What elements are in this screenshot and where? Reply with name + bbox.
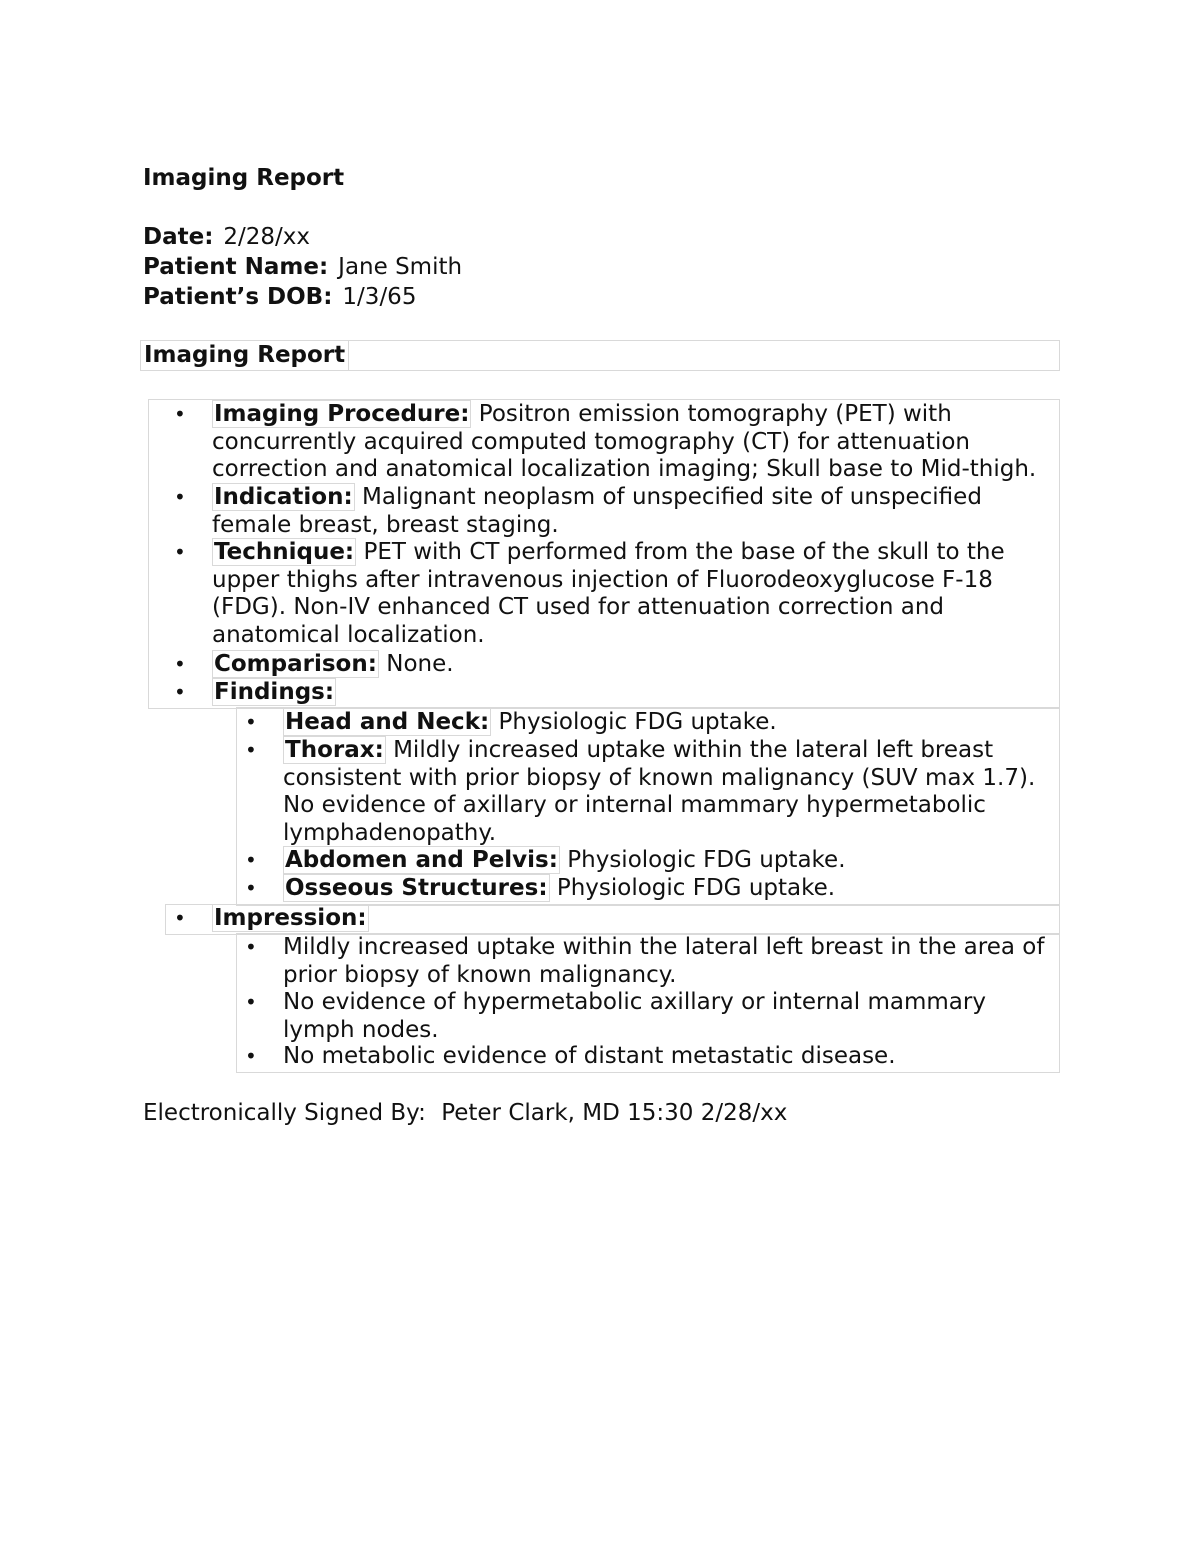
indication-item <box>212 484 1062 539</box>
head-neck-label: Head and Neck: <box>285 709 490 735</box>
bullet-icon: • <box>174 402 186 426</box>
technique-label: Technique: <box>214 539 355 565</box>
comparison-item <box>212 651 1062 679</box>
findings-label: Findings: <box>214 679 335 705</box>
procedure-item <box>212 401 1062 484</box>
patient-name-row <box>143 252 462 282</box>
bullet-icon: • <box>245 935 257 959</box>
osseous-text: Physiologic FDG uptake. <box>556 875 836 901</box>
patient-name-value: Jane Smith <box>338 254 463 280</box>
procedure-text: Positron emission tomography (PET) with concurrently acquired computed tomography (CT) for attenuation correction and anatomical localization imaging; Skull base to Mid-thigh. <box>212 401 1037 482</box>
abdomen-pelvis-item <box>283 847 1058 875</box>
report-section-header <box>140 340 1060 371</box>
bullet-icon: • <box>245 848 257 872</box>
signature-value: Peter Clark, MD 15:30 2/28/xx <box>441 1100 788 1126</box>
document-title: Imaging Report <box>143 165 345 191</box>
impression-point: Mildly increased uptake within the lateral left breast in the area of prior biopsy of known malignancy. <box>283 934 1045 988</box>
findings-item <box>212 679 1062 707</box>
thorax-label: Thorax: <box>285 737 384 763</box>
bullet-icon: • <box>245 876 257 900</box>
dob-row <box>143 282 462 312</box>
date-row <box>143 222 462 252</box>
thorax-text: Mildly increased uptake within the lateral left breast consistent with prior biopsy of known malignancy (SUV max 1.7). No evidence of axillary or internal mammary hypermetabolic lymphadenopathy. <box>283 737 1036 846</box>
bullet-icon: • <box>174 680 186 704</box>
technique-item <box>212 539 1062 649</box>
bullet-icon: • <box>174 485 186 509</box>
dob-value: 1/3/65 <box>342 284 417 310</box>
head-neck-item <box>283 709 1058 737</box>
bullet-icon: • <box>245 990 257 1014</box>
report-section-title: Imaging Report <box>141 341 349 370</box>
abdomen-pelvis-text: Physiologic FDG uptake. <box>567 847 846 873</box>
thorax-item <box>283 737 1058 847</box>
signature-label: Electronically Signed By: <box>143 1100 426 1126</box>
date-label: Date: <box>143 224 214 250</box>
patient-info <box>143 222 462 312</box>
comparison-label: Comparison: <box>214 651 377 677</box>
indication-text: Malignant neoplasm of unspecified site of unspecified female breast, breast staging. <box>212 484 982 538</box>
bullet-icon: • <box>174 652 186 676</box>
indication-label: Indication: <box>214 484 353 510</box>
impression-point: No metabolic evidence of distant metastatic disease. <box>283 1043 896 1069</box>
patient-name-label: Patient Name: <box>143 254 329 280</box>
bullet-icon: • <box>245 1044 257 1068</box>
bullet-icon: • <box>245 710 257 734</box>
comparison-text: None. <box>386 651 454 677</box>
dob-label: Patient’s DOB: <box>143 284 333 310</box>
abdomen-pelvis-label: Abdomen and Pelvis: <box>285 847 558 873</box>
impression-point: No evidence of hypermetabolic axillary or internal mammary lymph nodes. <box>283 989 986 1043</box>
date-value: 2/28/xx <box>223 224 311 250</box>
osseous-label: Osseous Structures: <box>285 875 548 901</box>
procedure-label: Imaging Procedure: <box>214 401 470 427</box>
technique-text: PET with CT performed from the base of the skull to the upper thighs after intravenous injection of Fluorodeoxyglucose F-18 (FDG). Non-IV enhanced CT used for attenuation correction and anatomical localization. <box>212 539 1005 648</box>
impression-label: Impression: <box>214 905 367 931</box>
bullet-icon: • <box>174 906 186 930</box>
head-neck-text: Physiologic FDG uptake. <box>498 709 777 735</box>
bullet-icon: • <box>174 540 186 564</box>
electronic-signature <box>143 1098 787 1128</box>
bullet-icon: • <box>245 738 257 762</box>
osseous-item <box>283 875 1058 903</box>
impression-item <box>212 905 1062 933</box>
